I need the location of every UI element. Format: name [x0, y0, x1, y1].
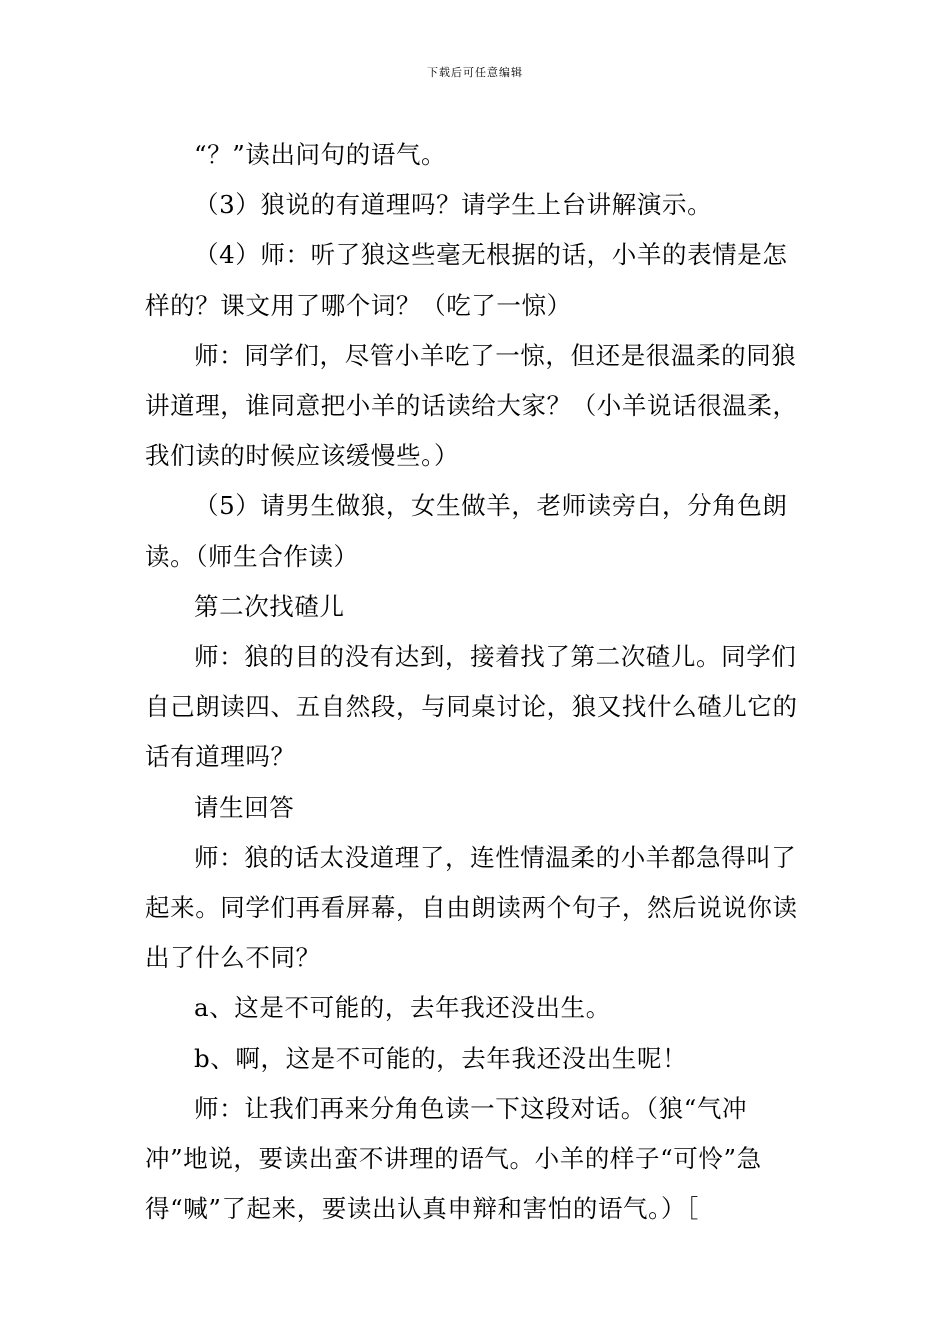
paragraph-student-answer: 请生回答 [194, 792, 295, 822]
page-header: 下载后可任意编辑 [427, 66, 523, 79]
paragraph-step-5: （5）请男生做狼，女生做羊，老师读旁白，分角色朗读。（师生合作读） [145, 491, 788, 571]
paragraph-teacher-second-fault: 师：狼的目的没有达到，接着找了第二次碴儿。同学们自己朗读四、五自然段，与同桌讨论，狼又找什么碴儿它的话有道理吗？ [145, 642, 798, 772]
paragraph-step-4: （4）师：听了狼这些毫无根据的话，小羊的表情是怎样的？课文用了哪个词？（吃了一惊） [145, 240, 788, 320]
paragraph-role-reading: 师：让我们再来分角色读一下这段对话。（狼“气冲冲”地说，要读出蛮不讲理的语气。小羊的样子“可怜”急得“喊”了起来，要读出认真申辩和害怕的语气。）［ [145, 1093, 762, 1224]
paragraph-teacher-screen: 师：狼的话太没道理了，连性情温柔的小羊都急得叫了起来。同学们再看屏幕，自由朗读两个句子，然后说说你读出了什么不同？ [145, 842, 798, 973]
paragraph-question-tone: “？”读出问句的语气。 [194, 140, 447, 169]
sentence-b: b、啊，这是不可能的，去年我还没出生呢！ [194, 1043, 688, 1073]
paragraph-step-3: （3）狼说的有道理吗？请学生上台讲解演示。 [194, 190, 713, 220]
sentence-a: a、这是不可能的，去年我还没出生。 [194, 993, 611, 1023]
document-body [145, 130, 810, 1234]
paragraph-teacher-gentle: 师：同学们，尽管小羊吃了一惊，但还是很温柔的同狼讲道理，谁同意把小羊的话读给大家？（小羊说话很温柔，我们读的时候应该缓慢些。） [145, 340, 798, 471]
section-heading-second-fault: 第二次找碴儿 [194, 591, 345, 621]
